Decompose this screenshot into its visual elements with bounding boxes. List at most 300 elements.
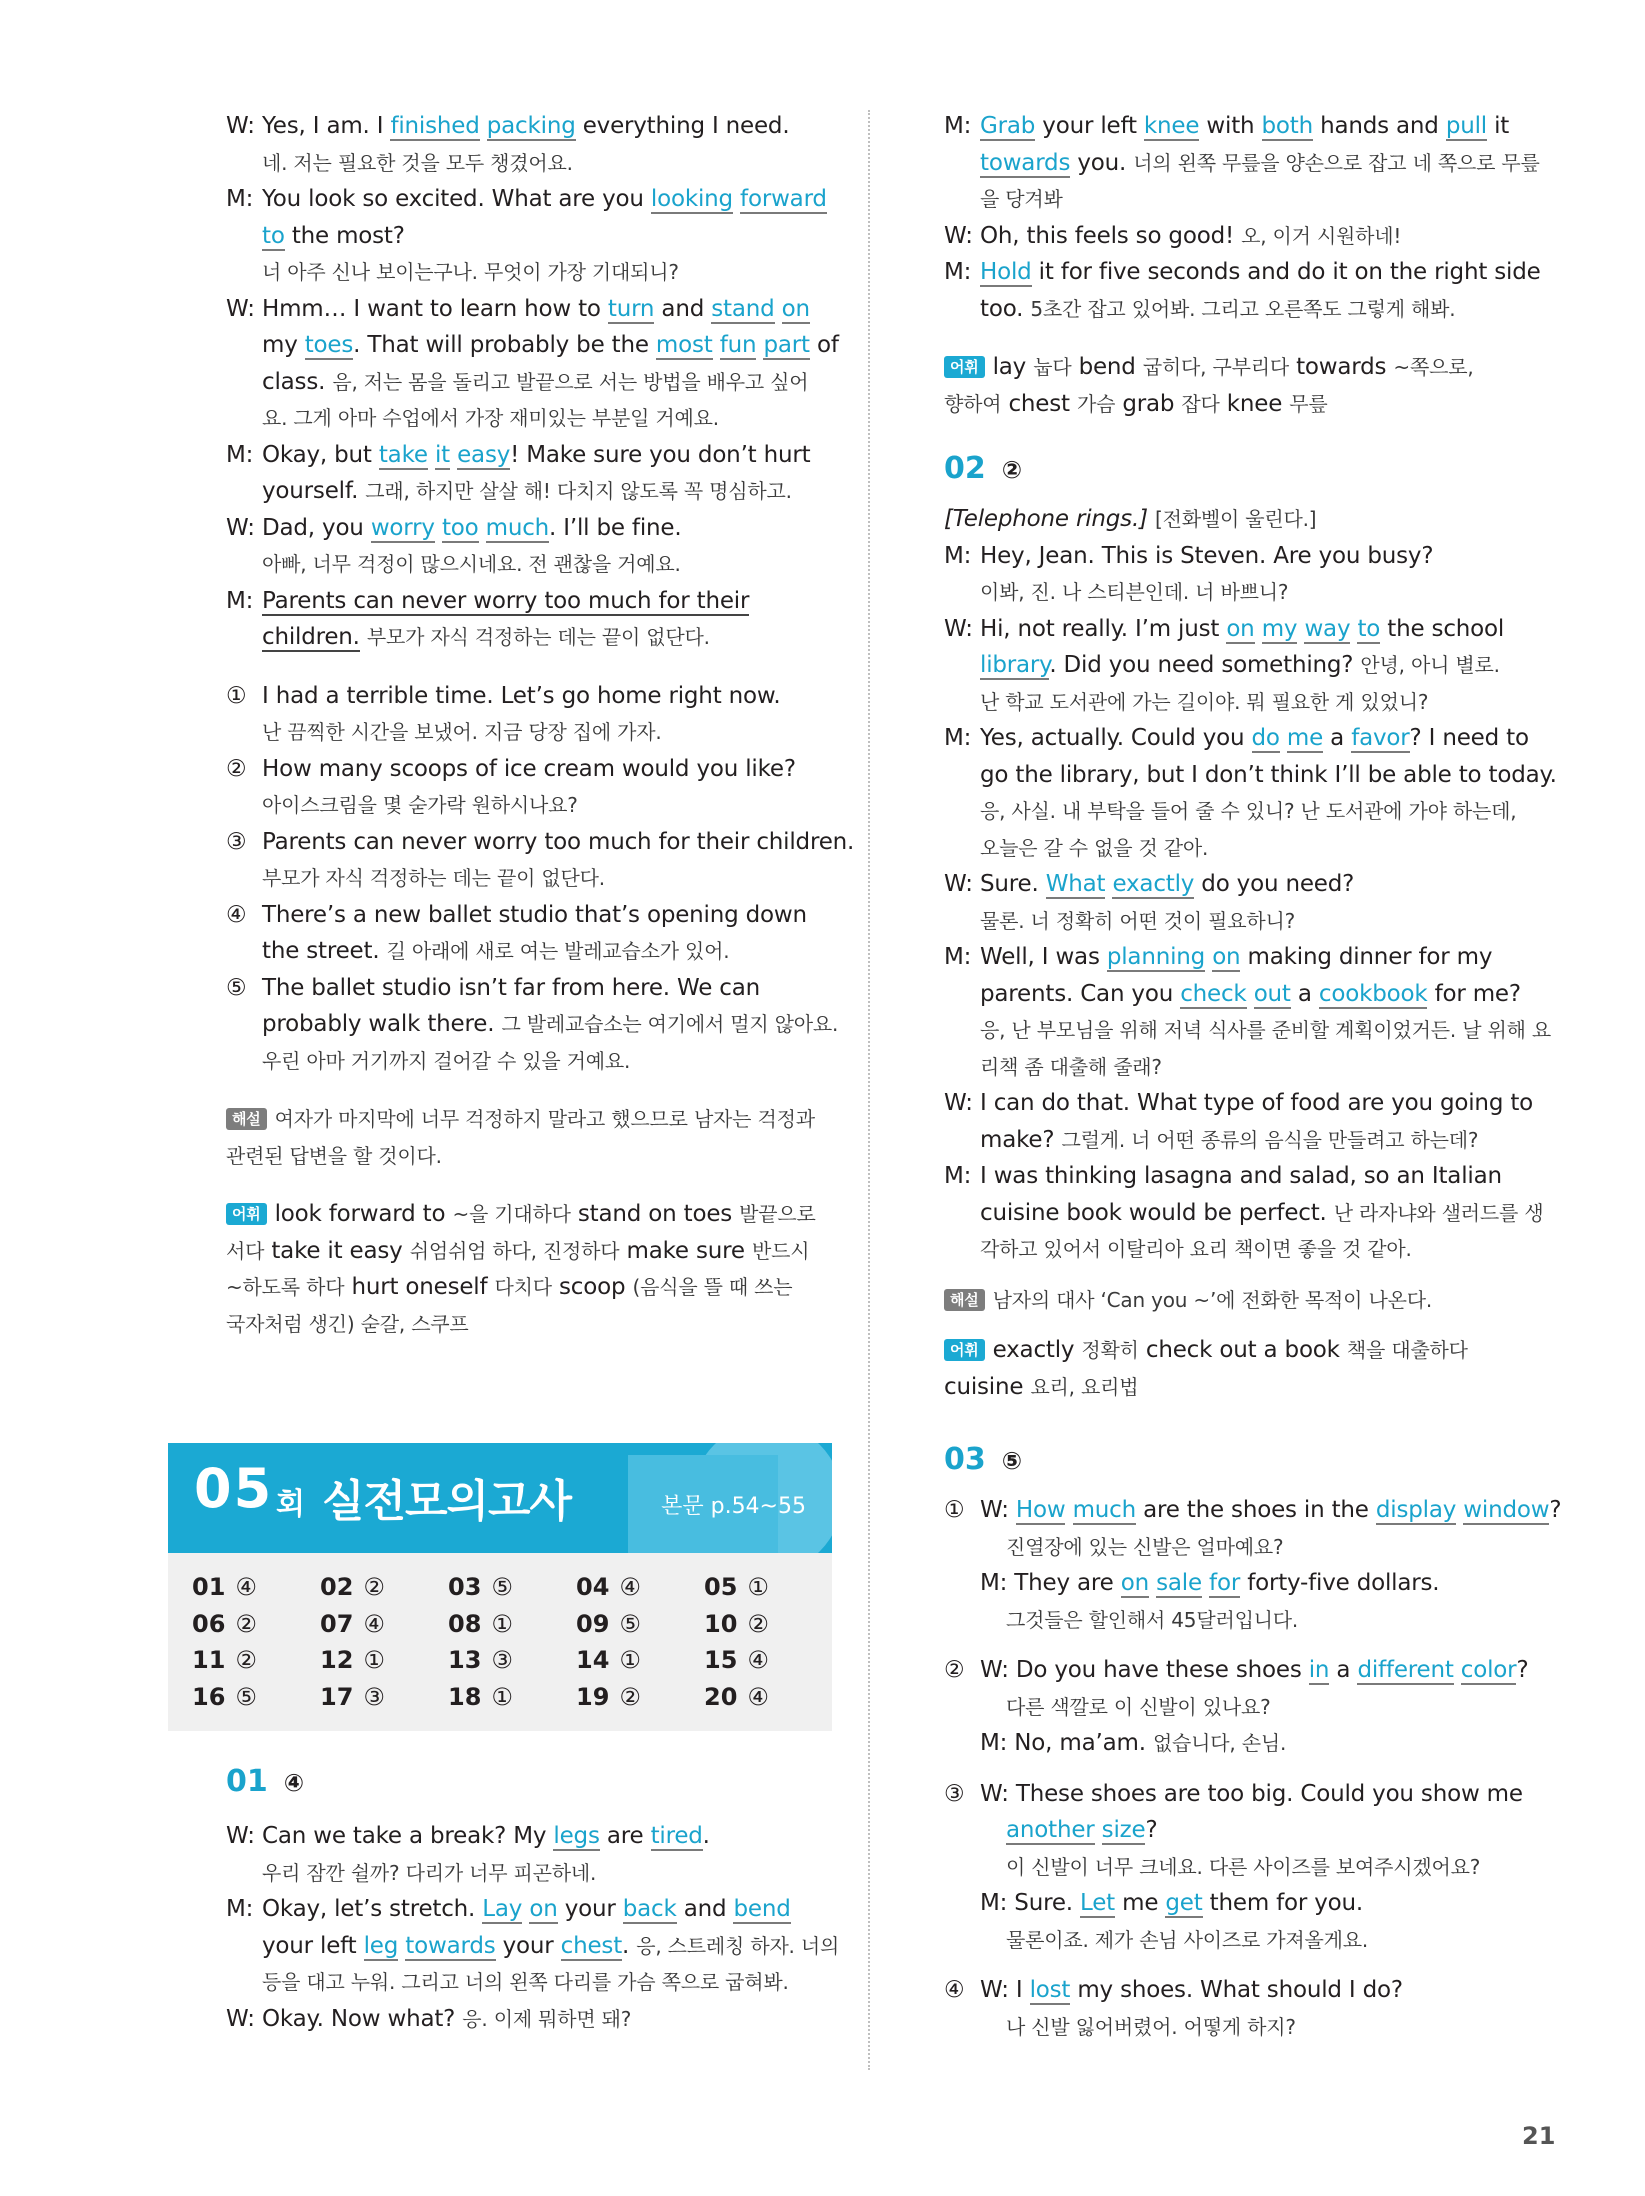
korean-translation: 우린 아마 거기까지 걸어갈 수 있을 거예요. bbox=[262, 1048, 631, 1073]
text-run: Can we take a break? My bbox=[262, 1823, 554, 1849]
highlighted-answer: display bbox=[1375, 1497, 1457, 1523]
text-run: me bbox=[1115, 1890, 1166, 1916]
korean-translation: ~을 기대하다 bbox=[452, 1202, 571, 1226]
answer-choice: ② bbox=[235, 1609, 257, 1638]
text-run: W: bbox=[980, 1497, 1016, 1523]
highlighted-answer: too bbox=[441, 514, 479, 541]
text-line bbox=[226, 218, 846, 255]
text-run: W: These shoes are too big. Could you show me bbox=[980, 1780, 1523, 1807]
highlighted-answer: Hold bbox=[980, 259, 1032, 285]
answer-number: 03 bbox=[448, 1573, 482, 1602]
korean-translation: 이봐, 진. 나 스티븐인데. 너 바쁘니? bbox=[980, 580, 1289, 604]
answer-number: 19 bbox=[576, 1682, 610, 1711]
speaker-label: ② bbox=[944, 1657, 965, 1683]
korean-translation: 다른 색깔로 이 신발이 있나요? bbox=[1006, 1694, 1271, 1719]
highlighted-answer: How bbox=[1015, 1497, 1066, 1523]
speaker-label: W: bbox=[226, 295, 255, 322]
answer-row bbox=[192, 1642, 832, 1679]
text-run: I had a terrible time. Let’s go home right now. bbox=[262, 682, 781, 709]
text-line bbox=[944, 501, 1564, 538]
korean-translation: 부모가 자식 걱정하는 데는 끝이 없단다. bbox=[366, 625, 710, 649]
speaker-label: ① bbox=[944, 1497, 965, 1523]
answer-choice: ② bbox=[747, 1609, 769, 1638]
speaker-label: W: bbox=[226, 1823, 255, 1849]
text-line bbox=[226, 1855, 846, 1892]
korean-translation: 너의 왼쪽 무릎을 양손으로 잡고 네 쪽으로 무릎 bbox=[1133, 150, 1540, 175]
highlighted-answer: sale bbox=[1156, 1570, 1202, 1596]
highlighted-answer: different bbox=[1357, 1657, 1454, 1683]
text-run: bend bbox=[1071, 354, 1143, 380]
banner-hoe: 회 bbox=[276, 1487, 305, 1522]
korean-translation: 국자처럼 생긴) 숟갈, 스쿠프 bbox=[226, 1311, 469, 1336]
text-run bbox=[1247, 981, 1254, 1007]
speaker-label: ① bbox=[226, 682, 247, 709]
korean-translation: 남자의 대사 ‘Can you ~’에 전화한 목적이 나온다. bbox=[992, 1287, 1432, 1312]
speaker-label: M: bbox=[944, 113, 972, 139]
answer-cell bbox=[192, 1642, 320, 1679]
text-run bbox=[775, 296, 782, 322]
answer-cell bbox=[320, 1642, 448, 1679]
korean-translation: 안녕, 아니 별로. bbox=[1360, 653, 1500, 677]
text-run: Okay, but bbox=[262, 441, 379, 468]
highlighted-answer: much bbox=[485, 514, 550, 541]
question-answer: ④ bbox=[283, 1769, 305, 1797]
text-run: . I’ll be fine. bbox=[549, 514, 682, 541]
text-run bbox=[1148, 506, 1155, 532]
text-line bbox=[944, 1122, 1564, 1159]
speaker-label: ④ bbox=[944, 1977, 965, 2003]
korean-translation: (음식을 뜰 때 쓰는 bbox=[632, 1275, 793, 1299]
highlighted-answer: lost bbox=[1029, 1977, 1071, 2003]
korean-translation: 진열장에 있는 신발은 얼마예요? bbox=[1006, 1534, 1284, 1559]
korean-translation: 다치다 bbox=[494, 1275, 552, 1299]
korean-translation: 가슴 bbox=[1076, 391, 1116, 416]
text-line bbox=[944, 1812, 1564, 1849]
highlighted-answer: window bbox=[1463, 1497, 1550, 1523]
text-line bbox=[226, 1964, 846, 2001]
text-line bbox=[944, 1012, 1564, 1049]
text-line bbox=[944, 647, 1564, 684]
text-run: of bbox=[809, 332, 839, 358]
text-run: everything I need. bbox=[575, 113, 790, 139]
text-line bbox=[226, 824, 855, 861]
korean-translation: 잡다 bbox=[1181, 391, 1220, 416]
korean-translation: 우리 잠깐 쉴까? 다리가 너무 피곤하네. bbox=[262, 1860, 597, 1885]
korean-translation: 응, 난 부모님을 위해 저녁 식사를 준비할 계획이었거든. 날 위해 요 bbox=[980, 1018, 1552, 1042]
korean-translation: 서다 bbox=[226, 1238, 265, 1263]
highlighted-answer: size bbox=[1101, 1817, 1146, 1843]
text-run: do you need? bbox=[1194, 871, 1355, 897]
highlighted-answer: another bbox=[1006, 1817, 1095, 1843]
korean-translation: 책을 대출하다 bbox=[1346, 1338, 1468, 1362]
text-run bbox=[479, 515, 486, 541]
text-run bbox=[1255, 616, 1262, 642]
answer-cell bbox=[704, 1642, 832, 1679]
text-run: lay bbox=[992, 354, 1034, 380]
highlighted-answer: on bbox=[1226, 615, 1255, 642]
answer-number: 07 bbox=[320, 1609, 354, 1638]
text-run: make? bbox=[980, 1126, 1062, 1153]
answer-choice: ③ bbox=[491, 1646, 513, 1675]
korean-translation: 관련된 답변을 할 것이다. bbox=[226, 1143, 442, 1168]
text-run: cuisine book would be perfect. bbox=[980, 1199, 1334, 1226]
highlighted-answer: on bbox=[529, 1896, 558, 1922]
answer-number: 05 bbox=[704, 1573, 738, 1602]
text-run: yourself. bbox=[262, 478, 366, 504]
korean-translation: 응, 스트레칭 하자. 너의 bbox=[636, 1933, 840, 1958]
highlighted-answer: most bbox=[655, 332, 713, 358]
answer-choice: ① bbox=[619, 1646, 641, 1675]
answer-number: 10 bbox=[704, 1609, 738, 1638]
text-run bbox=[435, 515, 442, 541]
highlighted-answer: fun bbox=[719, 332, 757, 358]
highlighted-answer: both bbox=[1261, 113, 1313, 139]
speaker-label: ③ bbox=[944, 1780, 965, 1807]
text-run: Hmm… I want to learn how to bbox=[262, 295, 608, 322]
speaker-label: W: bbox=[944, 1090, 973, 1116]
text-line bbox=[944, 1922, 1564, 1959]
highlighted-answer: packing bbox=[486, 113, 576, 139]
text-run: your left bbox=[262, 1932, 364, 1959]
explanation-badge: 해설 bbox=[226, 1108, 267, 1130]
answer-choice: ② bbox=[619, 1682, 641, 1711]
text-run: are bbox=[599, 1823, 651, 1849]
text-run: . bbox=[622, 1932, 637, 1959]
text-line bbox=[226, 400, 846, 437]
highlighted-answer: favor bbox=[1351, 725, 1410, 751]
korean-translation: 난 라자냐와 샐러드를 생 bbox=[1333, 1200, 1544, 1225]
answer-cell bbox=[576, 1569, 704, 1606]
column-divider bbox=[868, 110, 870, 2070]
question-number: 01 bbox=[226, 1764, 268, 1799]
answer-choice: ④ bbox=[619, 1573, 641, 1602]
korean-translation: 아이스크림을 몇 숟가락 원하시나요? bbox=[262, 793, 578, 817]
korean-translation: 나 신발 잃어버렸어. 어떻게 하지? bbox=[1006, 2014, 1296, 2039]
korean-translation: 부모가 자식 걱정하는 데는 끝이 없단다. bbox=[262, 866, 605, 890]
banner-test-number: 05 bbox=[194, 1457, 274, 1520]
text-run: and bbox=[676, 1896, 734, 1922]
highlighted-answer: do bbox=[1251, 725, 1280, 751]
text-line bbox=[944, 218, 1564, 255]
left-column-top bbox=[226, 108, 855, 1342]
text-run: Hey, Jean. This is Steven. Are you busy? bbox=[980, 542, 1434, 569]
korean-translation: 그럴게. 너 어떤 종류의 음식을 만들려고 하는데? bbox=[1061, 1127, 1479, 1152]
highlighted-answer: bend bbox=[733, 1896, 791, 1922]
text-line bbox=[226, 1233, 846, 1270]
korean-translation: 리책 좀 대출해 줄래? bbox=[980, 1054, 1162, 1079]
korean-translation: 음, 저는 몸을 돌리고 발끝으로 서는 방법을 배우고 싶어 bbox=[332, 369, 809, 394]
korean-translation: 응. 이제 뭐하면 돼? bbox=[462, 2006, 632, 2031]
text-run: children. bbox=[262, 624, 360, 650]
answer-choice: ④ bbox=[747, 1682, 769, 1711]
text-run: probably walk there. bbox=[262, 1011, 502, 1037]
korean-translation: 등을 대고 누워. 그리고 너의 왼쪽 다리를 가슴 쪽으로 굽혀봐. bbox=[262, 1970, 789, 1994]
highlighted-answer: Let bbox=[1080, 1890, 1115, 1916]
text-line bbox=[226, 1196, 846, 1233]
answer-cell bbox=[576, 1606, 704, 1643]
text-run: them for you. bbox=[1202, 1890, 1364, 1916]
answer-cell bbox=[320, 1679, 448, 1716]
speaker-label: ⑤ bbox=[226, 974, 247, 1001]
highlighted-answer: back bbox=[622, 1896, 677, 1922]
korean-translation: 발끝으로 bbox=[739, 1202, 816, 1226]
text-run: a bbox=[1329, 1657, 1358, 1683]
korean-translation: 오늘은 갈 수 없을 것 같아. bbox=[980, 835, 1209, 860]
speaker-label: M: bbox=[944, 944, 972, 970]
text-line bbox=[944, 1529, 1564, 1566]
text-run: Sure. bbox=[980, 871, 1046, 897]
answer-number: 02 bbox=[320, 1573, 354, 1602]
text-line bbox=[944, 1972, 1564, 2009]
text-run bbox=[733, 186, 740, 212]
highlighted-answer: take bbox=[378, 441, 428, 468]
text-run: hurt oneself bbox=[344, 1274, 495, 1300]
text-run: I can do that. What type of food are you going to bbox=[980, 1090, 1534, 1116]
answer-cell bbox=[448, 1606, 576, 1643]
text-line bbox=[226, 364, 846, 401]
answer-number: 06 bbox=[192, 1609, 226, 1638]
highlighted-answer: it bbox=[434, 441, 450, 468]
answer-number: 17 bbox=[320, 1682, 354, 1711]
highlighted-answer: finished bbox=[390, 113, 480, 139]
text-line bbox=[226, 897, 846, 934]
answer-number: 08 bbox=[448, 1609, 482, 1638]
text-run: There’s a new ballet studio that’s opening down bbox=[262, 901, 807, 928]
script-lines-q02 bbox=[944, 501, 1564, 1405]
korean-translation: 을 당겨봐 bbox=[980, 187, 1063, 211]
highlighted-answer: pull bbox=[1445, 113, 1487, 139]
answer-choice: ② bbox=[363, 1573, 385, 1602]
text-line bbox=[226, 437, 846, 474]
vocabulary-badge: 어휘 bbox=[944, 356, 985, 378]
text-line bbox=[944, 1085, 1564, 1122]
text-line bbox=[226, 108, 846, 145]
text-run: ? bbox=[1516, 1657, 1529, 1683]
speaker-label: M: bbox=[944, 259, 972, 285]
answer-number: 09 bbox=[576, 1609, 610, 1638]
highlighted-answer: library bbox=[980, 652, 1050, 678]
text-run: M: They are bbox=[980, 1570, 1121, 1596]
speaker-label: M: bbox=[226, 441, 254, 468]
text-line bbox=[226, 1269, 846, 1306]
text-run: a bbox=[1323, 725, 1352, 751]
korean-translation: 각하고 있어서 이탈리아 요리 책이면 좋을 것 같아. bbox=[980, 1237, 1412, 1261]
text-run: Well, I was bbox=[980, 944, 1107, 970]
text-line bbox=[226, 583, 846, 620]
text-line bbox=[944, 1689, 1564, 1726]
text-line bbox=[944, 1158, 1564, 1195]
answer-row bbox=[192, 1606, 832, 1643]
text-line bbox=[226, 1818, 846, 1855]
text-run: take it easy bbox=[264, 1237, 410, 1264]
speaker-label: M: bbox=[226, 1896, 254, 1922]
answer-choice: ③ bbox=[363, 1682, 385, 1711]
text-run: stand on toes bbox=[570, 1201, 740, 1227]
korean-translation: 반드시 bbox=[751, 1238, 810, 1263]
text-line bbox=[944, 349, 1564, 386]
text-run: cuisine bbox=[944, 1373, 1031, 1400]
vocabulary-badge: 어휘 bbox=[944, 1339, 985, 1361]
text-line bbox=[944, 291, 1564, 328]
answer-choice: ⑤ bbox=[235, 1682, 257, 1711]
text-line bbox=[226, 291, 846, 328]
text-run: Hi, not really. I’m just bbox=[980, 615, 1227, 642]
question-header-03 bbox=[944, 1435, 1564, 1486]
text-line bbox=[226, 145, 846, 182]
answer-choice: ① bbox=[747, 1573, 769, 1602]
speaker-label: W: bbox=[944, 871, 973, 897]
korean-translation: 이 신발이 너무 크네요. 다른 사이즈를 보여주시겠어요? bbox=[1006, 1854, 1481, 1879]
answer-number: 15 bbox=[704, 1646, 738, 1675]
answer-number: 11 bbox=[192, 1646, 226, 1675]
text-run: it for five seconds and do it on the right side bbox=[1031, 259, 1541, 285]
answer-key bbox=[168, 1553, 832, 1731]
highlighted-answer: stand bbox=[711, 295, 775, 322]
korean-translation: 응, 사실. 내 부탁을 들어 줄 수 있니? 난 도서관에 가야 하는데, bbox=[980, 799, 1517, 823]
text-line bbox=[226, 510, 846, 547]
answer-number: 04 bbox=[576, 1573, 610, 1602]
question-number: 03 bbox=[944, 1442, 986, 1477]
page-number: 21 bbox=[1522, 2122, 1556, 2150]
highlighted-answer: legs bbox=[553, 1823, 600, 1849]
korean-translation: 아빠, 너무 걱정이 많으시네요. 전 괜찮을 거예요. bbox=[262, 552, 681, 576]
highlighted-answer: worry bbox=[370, 514, 435, 541]
text-run: ? I need to bbox=[1409, 725, 1529, 751]
answer-choice: ④ bbox=[747, 1646, 769, 1675]
korean-translation: 정확히 bbox=[1081, 1338, 1139, 1362]
text-run: W: I bbox=[980, 1977, 1030, 2003]
text-line bbox=[944, 1565, 1564, 1602]
korean-translation: 쉬엄쉬엄 하다, 진정하다 bbox=[409, 1238, 620, 1263]
answer-cell bbox=[320, 1606, 448, 1643]
text-run: . Did you need something? bbox=[1049, 652, 1361, 678]
text-line bbox=[944, 866, 1564, 903]
script-lines-q03 bbox=[944, 1492, 1564, 2045]
left-column-bottom bbox=[226, 1757, 846, 2037]
text-run: The ballet studio isn’t far from here. We can bbox=[262, 974, 760, 1001]
answer-number: 13 bbox=[448, 1646, 482, 1675]
korean-translation: 요. 그게 아마 수업에서 가장 재미있는 부분일 거예요. bbox=[262, 406, 719, 430]
highlighted-answer: color bbox=[1460, 1657, 1517, 1683]
text-run: chest bbox=[1001, 390, 1077, 417]
question-answer: ② bbox=[1001, 456, 1023, 484]
korean-translation: ~하도록 하다 bbox=[226, 1275, 345, 1299]
text-line bbox=[944, 108, 1564, 145]
highlighted-answer: leg bbox=[363, 1932, 399, 1959]
speaker-label: ④ bbox=[226, 901, 247, 928]
text-line bbox=[226, 327, 846, 364]
text-run: forty-five dollars. bbox=[1240, 1570, 1440, 1596]
text-line bbox=[944, 254, 1564, 291]
text-run: and bbox=[654, 295, 712, 322]
text-line bbox=[944, 181, 1564, 218]
answer-number: 12 bbox=[320, 1646, 354, 1675]
answer-row bbox=[192, 1569, 832, 1606]
korean-translation: 난 학교 도서관에 가는 길이야. 뭐 필요한 게 있었니? bbox=[980, 689, 1429, 714]
text-run: towards bbox=[1288, 354, 1394, 380]
text-line bbox=[226, 2001, 846, 2038]
text-run: hands and bbox=[1312, 113, 1446, 139]
speaker-label: W: bbox=[944, 222, 973, 249]
answer-cell bbox=[192, 1679, 320, 1716]
text-line bbox=[944, 2009, 1564, 2046]
text-line bbox=[944, 1282, 1564, 1319]
speaker-label: ③ bbox=[226, 828, 247, 855]
answer-choice: ① bbox=[363, 1646, 385, 1675]
answer-number: 18 bbox=[448, 1682, 482, 1711]
text-run: are the shoes in the bbox=[1135, 1497, 1376, 1523]
answer-cell bbox=[704, 1569, 832, 1606]
korean-translation: 네. 저는 필요한 것을 모두 챙겼어요. bbox=[262, 150, 573, 175]
text-run: Okay, let’s stretch. bbox=[262, 1896, 483, 1922]
korean-translation: 5초간 잡고 있어봐. 그리고 오른쪽도 그렇게 해봐. bbox=[1030, 296, 1456, 321]
text-line bbox=[944, 1492, 1564, 1529]
text-line bbox=[944, 574, 1564, 611]
text-line bbox=[226, 751, 846, 788]
highlighted-answer: my bbox=[1261, 615, 1298, 642]
banner-page-ref: 본문 p.54~55 bbox=[661, 1494, 806, 1519]
korean-translation: 무릎 bbox=[1289, 391, 1328, 416]
text-line bbox=[226, 181, 846, 218]
korean-translation: 난 끔찍한 시간을 보냈어. 지금 당장 집에 가자. bbox=[262, 720, 662, 744]
answer-cell bbox=[320, 1569, 448, 1606]
text-run: with bbox=[1199, 113, 1262, 139]
text-run bbox=[713, 332, 720, 358]
text-line bbox=[944, 1332, 1564, 1369]
korean-translation: 굽히다, 구부리다 bbox=[1142, 355, 1289, 379]
text-run bbox=[480, 113, 487, 139]
text-run: Parents can never worry too much for their bbox=[262, 587, 750, 614]
text-run: grab bbox=[1115, 390, 1182, 417]
text-run: M: No, ma’am. bbox=[980, 1730, 1153, 1756]
text-run: ! Make sure you don’t hurt bbox=[510, 441, 811, 468]
highlighted-answer: towards bbox=[405, 1932, 496, 1959]
text-line bbox=[944, 538, 1564, 575]
answer-choice: ④ bbox=[363, 1609, 385, 1638]
highlighted-answer: turn bbox=[607, 295, 655, 322]
text-run bbox=[1095, 1817, 1102, 1843]
text-run: make sure bbox=[619, 1237, 752, 1264]
highlighted-answer: get bbox=[1165, 1890, 1203, 1916]
speaker-label: W: bbox=[226, 2005, 255, 2032]
highlighted-answer: check bbox=[1180, 980, 1247, 1007]
highlighted-answer: out bbox=[1253, 980, 1291, 1007]
text-line bbox=[226, 1891, 846, 1928]
answer-cell bbox=[448, 1569, 576, 1606]
text-run: class. bbox=[262, 368, 333, 395]
highlighted-answer: tired bbox=[650, 1823, 703, 1849]
highlighted-answer: exactly bbox=[1112, 871, 1195, 897]
highlighted-answer: easy bbox=[457, 441, 511, 468]
text-line bbox=[226, 933, 846, 970]
text-run: ? bbox=[1549, 1497, 1562, 1523]
korean-translation: [전화벨이 울린다.] bbox=[1154, 507, 1317, 531]
highlighted-answer: What bbox=[1045, 871, 1106, 897]
text-line bbox=[944, 976, 1564, 1013]
answer-cell bbox=[192, 1606, 320, 1643]
highlighted-answer: on bbox=[1212, 944, 1241, 970]
highlighted-answer: on bbox=[1120, 1570, 1149, 1596]
text-run bbox=[1454, 1657, 1461, 1683]
explanation-badge: 해설 bbox=[944, 1289, 985, 1311]
vocabulary-badge: 어휘 bbox=[226, 1203, 267, 1225]
text-line bbox=[944, 903, 1564, 940]
answer-cell bbox=[576, 1679, 704, 1716]
answer-cell bbox=[448, 1679, 576, 1716]
text-line bbox=[944, 684, 1564, 721]
text-run: you. bbox=[1070, 149, 1134, 176]
answer-choice: ⑤ bbox=[491, 1573, 513, 1602]
